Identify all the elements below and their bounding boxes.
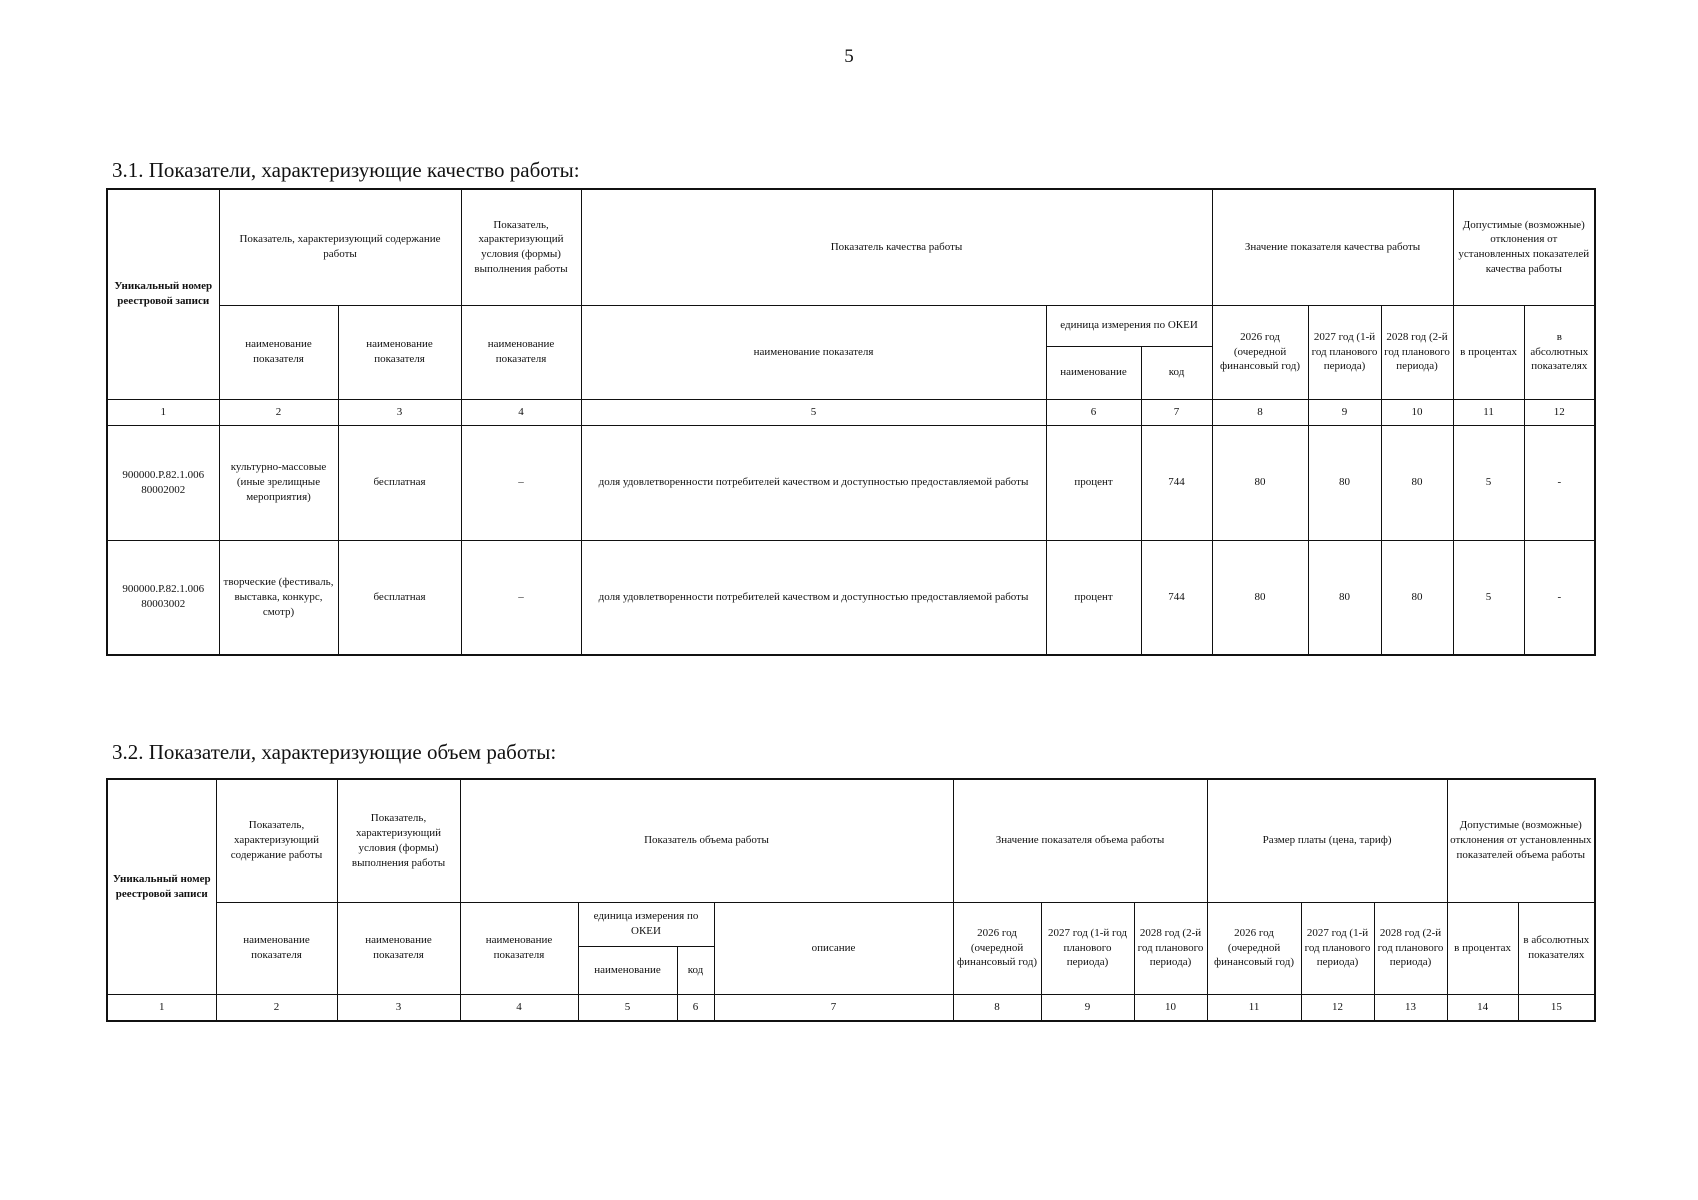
header-row-2 [107, 902, 1595, 946]
quality-indicators-table [106, 188, 1596, 656]
header-indicator-name-3: наименование показателя [460, 902, 578, 994]
header-deviations: Допустимые (возможные) отклонения от установленных показателей объема работы [1447, 779, 1595, 902]
unit-cell: процент [1046, 540, 1141, 655]
column-number: 10 [1381, 399, 1453, 425]
header-in-percent: в процентах [1447, 902, 1518, 994]
column-number: 5 [581, 399, 1046, 425]
column-number: 6 [1046, 399, 1141, 425]
column-number: 10 [1134, 994, 1207, 1021]
deviation-percent-cell: 5 [1453, 425, 1524, 540]
column-number: 11 [1453, 399, 1524, 425]
column-number: 2 [219, 399, 338, 425]
header-row-2 [107, 305, 1595, 346]
deviation-percent-cell: 5 [1453, 540, 1524, 655]
unit-cell: процент [1046, 425, 1141, 540]
column-number: 2 [216, 994, 337, 1021]
column-number: 14 [1447, 994, 1518, 1021]
header-fee-2028: 2028 год (2-й год планового периода) [1374, 902, 1447, 994]
registry-number-cell: 900000.Р.82.1.006 80002002 [107, 425, 219, 540]
column-number: 4 [461, 399, 581, 425]
column-number: 3 [337, 994, 460, 1021]
header-fee-2026: 2026 год (очередной финансовый год) [1207, 902, 1301, 994]
code-cell: 744 [1141, 425, 1212, 540]
header-volume-indicator: Показатель объема работы [460, 779, 953, 902]
value-2026-cell: 80 [1212, 425, 1308, 540]
header-indicator-name-1: наименование показателя [219, 305, 338, 399]
header-okei-unit: единица измерения по ОКЕИ [1046, 305, 1212, 346]
header-row-1 [107, 779, 1595, 902]
quality-section-title: 3.1. Показатели, характеризующие качество работы: [112, 158, 580, 182]
header-conditions-indicator: Показатель, характеризующий условия (формы) выполнения работы [461, 189, 581, 305]
deviation-absolute-cell: - [1524, 540, 1595, 655]
condition-cell: – [461, 425, 581, 540]
header-description: описание [714, 902, 953, 994]
header-volume-2028: 2028 год (2-й год планового периода) [1134, 902, 1207, 994]
header-year-2027: 2027 год (1-й год планового периода) [1308, 305, 1381, 399]
volume-section-title: 3.2. Показатели, характеризующие объем работы: [112, 740, 557, 764]
deviation-absolute-cell: - [1524, 425, 1595, 540]
column-number: 13 [1374, 994, 1447, 1021]
header-conditions-indicator: Показатель, характеризующий условия (формы) выполнения работы [337, 779, 460, 902]
payment-cell: бесплатная [338, 425, 461, 540]
column-number: 12 [1301, 994, 1374, 1021]
value-2026-cell: 80 [1212, 540, 1308, 655]
column-number: 7 [1141, 399, 1212, 425]
header-okei-name: наименование [578, 946, 677, 994]
column-numbers-row [107, 994, 1595, 1021]
header-fee: Размер платы (цена, тариф) [1207, 779, 1447, 902]
value-2027-cell: 80 [1308, 425, 1381, 540]
column-number: 1 [107, 399, 219, 425]
header-in-absolute: в абсолютных показателях [1518, 902, 1595, 994]
content-cell: культурно-массовые (иные зрелищные мероприятия) [219, 425, 338, 540]
column-number: 15 [1518, 994, 1595, 1021]
content-cell: творческие (фестиваль, выставка, конкурс, смотр) [219, 540, 338, 655]
header-deviations: Допустимые (возможные) отклонения от установленных показателей качества работы [1453, 189, 1595, 305]
header-okei-code: код [1141, 346, 1212, 399]
header-year-2028: 2028 год (2-й год планового периода) [1381, 305, 1453, 399]
header-unique-number: Уникальный номер реестровой записи [107, 189, 219, 399]
value-2027-cell: 80 [1308, 540, 1381, 655]
header-row-1 [107, 189, 1595, 305]
header-volume-value: Значение показателя объема работы [953, 779, 1207, 902]
header-indicator-name-2: наименование показателя [337, 902, 460, 994]
column-number: 4 [460, 994, 578, 1021]
header-indicator-name-3: наименование показателя [461, 305, 581, 399]
registry-number-cell: 900000.Р.82.1.006 80003002 [107, 540, 219, 655]
header-volume-2026: 2026 год (очередной финансовый год) [953, 902, 1041, 994]
header-volume-2027: 2027 год (1-й год планового периода) [1041, 902, 1134, 994]
value-2028-cell: 80 [1381, 540, 1453, 655]
column-number: 9 [1041, 994, 1134, 1021]
payment-cell: бесплатная [338, 540, 461, 655]
table-row [107, 425, 1595, 540]
value-2028-cell: 80 [1381, 425, 1453, 540]
header-quality-indicator-name: наименование показателя [581, 305, 1046, 399]
column-number: 5 [578, 994, 677, 1021]
header-indicator-name-2: наименование показателя [338, 305, 461, 399]
header-in-percent: в процентах [1453, 305, 1524, 399]
code-cell: 744 [1141, 540, 1212, 655]
column-number: 11 [1207, 994, 1301, 1021]
header-okei-code: код [677, 946, 714, 994]
header-quality-value: Значение показателя качества работы [1212, 189, 1453, 305]
column-numbers-row [107, 399, 1595, 425]
header-year-2026: 2026 год (очередной финансовый год) [1212, 305, 1308, 399]
column-number: 6 [677, 994, 714, 1021]
column-number: 3 [338, 399, 461, 425]
column-number: 12 [1524, 399, 1595, 425]
header-indicator-name-1: наименование показателя [216, 902, 337, 994]
table-row [107, 540, 1595, 655]
header-in-absolute: в абсолютных показателях [1524, 305, 1595, 399]
indicator-cell: доля удовлетворенности потребителей качеством и доступностью предоставляемой работы [581, 425, 1046, 540]
header-content-indicator: Показатель, характеризующий содержание работы [219, 189, 461, 305]
volume-indicators-table [106, 778, 1596, 1022]
header-unique-number: Уникальный номер реестровой записи [107, 779, 216, 994]
header-okei-unit: единица измерения по ОКЕИ [578, 902, 714, 946]
column-number: 1 [107, 994, 216, 1021]
column-number: 9 [1308, 399, 1381, 425]
header-quality-indicator: Показатель качества работы [581, 189, 1212, 305]
header-fee-2027: 2027 год (1-й год планового периода) [1301, 902, 1374, 994]
column-number: 8 [1212, 399, 1308, 425]
header-content-indicator: Показатель, характеризующий содержание работы [216, 779, 337, 902]
page-number: 5 [844, 46, 854, 67]
indicator-cell: доля удовлетворенности потребителей качеством и доступностью предоставляемой работы [581, 540, 1046, 655]
column-number: 8 [953, 994, 1041, 1021]
column-number: 7 [714, 994, 953, 1021]
header-okei-name: наименование [1046, 346, 1141, 399]
condition-cell: – [461, 540, 581, 655]
